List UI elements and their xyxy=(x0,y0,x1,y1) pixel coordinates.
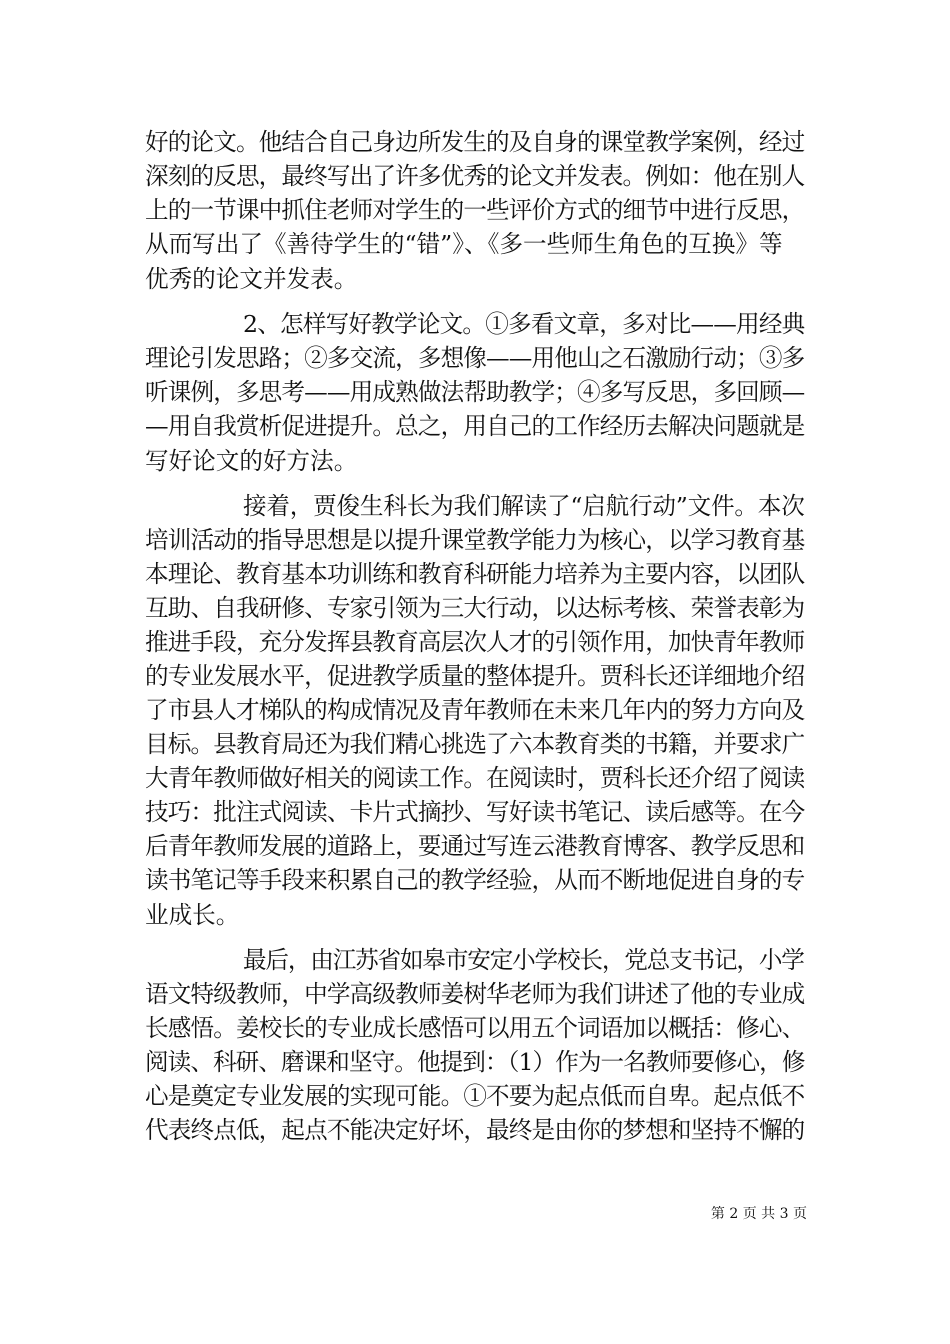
text-line: 业成长。 xyxy=(145,901,240,929)
text-line: 目标。县教育局还为我们精心挑选了六本教育类的书籍，并要求广 xyxy=(145,730,805,758)
text-line: 接着，贾俊生科长为我们解读了“启航行动”文件。本次 xyxy=(243,492,805,520)
text-line: 技巧：批注式阅读、卡片式摘抄、写好读书笔记、读后感等。在今 xyxy=(145,798,805,826)
text-line: 最后，由江苏省如皋市安定小学校长，党总支书记，小学 xyxy=(243,946,804,974)
text-line: 心是奠定专业发展的实现可能。①不要为起点低而自卑。起点低不 xyxy=(145,1082,805,1110)
text-line: 本理论、教育基本功训练和教育科研能力培养为主要内容，以团队 xyxy=(145,560,805,588)
text-line: 理论引发思路；②多交流，多想像——用他山之石激励行动；③多 xyxy=(145,344,805,372)
text-line: 好的论文。他结合自己身边所发生的及自身的课堂教学案例，经过 xyxy=(145,128,805,156)
text-line: 上的一节课中抓住老师对学生的一些评价方式的细节中进行反思， xyxy=(145,196,805,224)
text-line: 从而写出了《善待学生的“错”》、《多一些师生角色的互换》等 xyxy=(145,230,783,258)
text-line: 读书笔记等手段来积累自己的教学经验，从而不断地促进自身的专 xyxy=(145,866,805,894)
text-line: 写好论文的好方法。 xyxy=(145,447,358,475)
text-line: 优秀的论文并发表。 xyxy=(145,265,358,293)
text-line: 后青年教师发展的道路上，要通过写连云港教育博客、教学反思和 xyxy=(145,832,805,860)
text-line: 代表终点低，起点不能决定好坏，最终是由你的梦想和坚持不懈的 xyxy=(145,1116,805,1144)
text-line: 阅读、科研、磨课和坚守。他提到：（1）作为一名教师要修心，修 xyxy=(145,1048,805,1076)
text-line: 推进手段，充分发挥县教育高层次人才的引领作用，加快青年教师 xyxy=(145,628,805,656)
text-line: 语文特级教师，中学高级教师姜树华老师为我们讲述了他的专业成 xyxy=(145,980,805,1008)
text-line: 大青年教师做好相关的阅读工作。在阅读时，贾科长还介绍了阅读 xyxy=(145,764,805,792)
text-line: 培训活动的指导思想是以提升课堂教学能力为核心，以学习教育基 xyxy=(145,526,805,554)
text-line: 2、怎样写好教学论文。①多看文章，多对比——用经典 xyxy=(243,310,805,338)
text-line: 了市县人才梯队的构成情况及青年教师在未来几年内的努力方向及 xyxy=(145,696,805,724)
text-line: 深刻的反思，最终写出了许多优秀的论文并发表。例如：他在别人 xyxy=(145,162,805,190)
text-line: 听课例，多思考——用成熟做法帮助教学；④多写反思，多回顾— xyxy=(145,378,805,406)
text-line: 的专业发展水平，促进教学质量的整体提升。贾科长还详细地介绍 xyxy=(145,662,805,690)
text-line: —用自我赏析促进提升。总之，用自己的工作经历去解决问题就是 xyxy=(145,412,805,440)
text-line: 长感悟。姜校长的专业成长感悟可以用五个词语加以概括：修心、 xyxy=(145,1014,805,1042)
page-number-footer: 第 2 页 共 3 页 xyxy=(710,1206,807,1222)
text-line: 互助、自我研修、专家引领为三大行动，以达标考核、荣誉表彰为 xyxy=(145,594,805,622)
